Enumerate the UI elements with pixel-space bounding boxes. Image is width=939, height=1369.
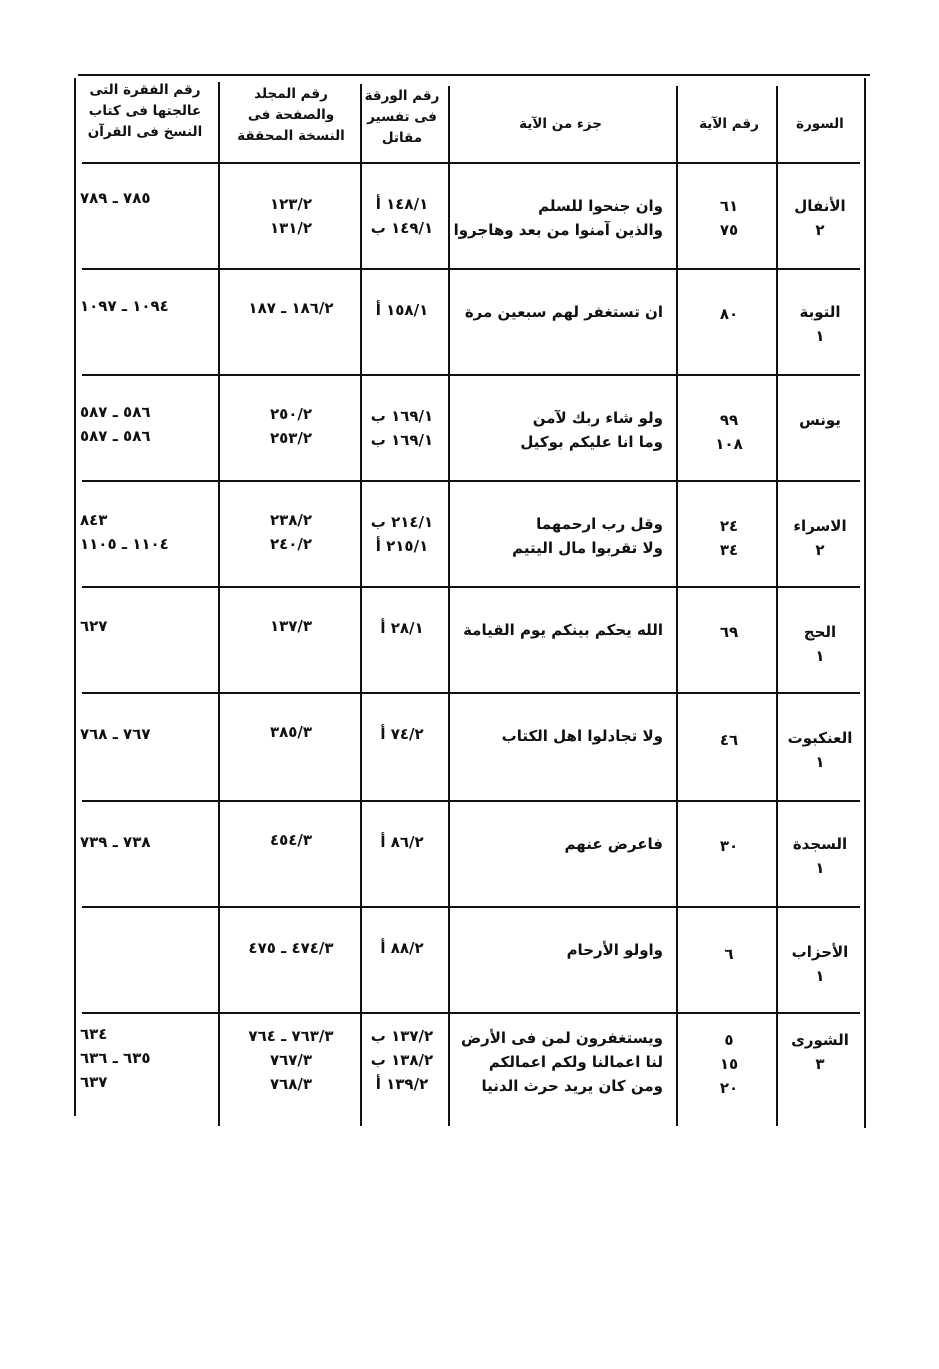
- row-rule: [82, 906, 860, 908]
- row-folio: ٢١٤/١ ب ٢١٥/١ أ: [370, 513, 434, 555]
- row-paragraph: ٦٣٤ ٦٣٥ ـ ٦٣٦ ٦٣٧: [80, 1025, 151, 1091]
- row-surah: يونس: [799, 411, 841, 429]
- row-surah: العنكبوت ١: [787, 729, 853, 771]
- row-surah: الاسراء ٢: [793, 517, 847, 559]
- row-ayah-text: الله يحكم بينكم يوم القيامة: [463, 621, 663, 639]
- row-volume: ١٨٦/٢ ـ ١٨٧: [248, 299, 334, 317]
- row-surah: السجدة ١: [792, 835, 848, 877]
- row-ayah-text: واولو الأرحام: [566, 941, 663, 959]
- row-folio: ٢٨/١ أ: [380, 619, 424, 637]
- row-volume: ٧٦٣/٣ ـ ٧٦٤ ٧٦٧/٣ ٧٦٨/٣: [248, 1027, 334, 1093]
- row-ayah-text: ولو شاء ربك لآمن وما انا عليكم بوكيل: [520, 409, 663, 451]
- row-surah: الأحزاب ١: [791, 943, 849, 985]
- row-rule: [82, 800, 860, 802]
- row-ayah-number: ٩٩ ١٠٨: [715, 411, 743, 453]
- row-ayah-number: ٦: [724, 945, 734, 963]
- row-ayah-number: ٣٠: [719, 837, 739, 855]
- row-ayah-text: ان تستغفر لهم سبعين مرة: [464, 303, 663, 321]
- header-surah: السورة: [796, 116, 844, 132]
- row-paragraph: ٧٦٧ ـ ٧٦٨: [80, 725, 151, 743]
- row-folio: ٨٨/٢ أ: [380, 939, 424, 957]
- row-rule: [82, 1012, 860, 1014]
- column-rule: [448, 86, 450, 1126]
- row-folio: ١٣٧/٢ ب ١٣٨/٢ ب ١٣٩/٢ أ: [370, 1027, 434, 1093]
- row-paragraph: ١٠٩٤ ـ ١٠٩٧: [80, 297, 169, 315]
- row-ayah-number: ٦١ ٧٥: [719, 197, 739, 239]
- row-folio: ١٥٨/١ أ: [375, 301, 429, 319]
- row-ayah-text: ولا تجادلوا اهل الكتاب: [501, 727, 663, 745]
- row-ayah-text: ويستغفرون لمن فى الأرض لنا اعمالنا ولكم اعمالكم ومن كان يريد حرث الدنيا: [460, 1029, 663, 1095]
- row-folio: ١٦٩/١ ب ١٦٩/١ ب: [370, 407, 434, 449]
- row-rule: [82, 268, 860, 270]
- row-rule: [82, 480, 860, 482]
- header-ayah-part: جزء من الآية: [519, 116, 602, 132]
- top-rule: [78, 74, 870, 76]
- row-folio: ٧٤/٢ أ: [380, 725, 424, 743]
- row-folio: ١٤٨/١ أ ١٤٩/١ ب: [370, 195, 434, 237]
- row-volume: ٣٨٥/٣: [269, 723, 313, 741]
- column-rule: [864, 78, 866, 1128]
- column-rule: [676, 86, 678, 1126]
- row-rule: [82, 374, 860, 376]
- row-volume: ٢٥٠/٢ ٢٥٣/٢: [269, 405, 313, 447]
- row-volume: ٤٧٤/٣ ـ ٤٧٥: [248, 939, 334, 957]
- row-rule: [82, 692, 860, 694]
- row-ayah-number: ٦٩: [719, 623, 739, 641]
- row-paragraph: ٦٢٧: [80, 617, 108, 635]
- row-volume: ١٢٣/٢ ١٣١/٢: [269, 195, 313, 237]
- row-paragraph: ٧٨٥ ـ ٧٨٩: [80, 189, 151, 207]
- row-paragraph: ٨٤٣ ١١٠٤ ـ ١١٠٥: [80, 511, 169, 553]
- row-ayah-number: ٥ ١٥ ٢٠: [719, 1031, 739, 1097]
- header-paragraph: رقم الفقرة التى عالجتها فى كتاب النسخ فى القرآن: [87, 82, 203, 140]
- row-ayah-number: ٨٠: [719, 305, 739, 323]
- row-surah: التوبة ١: [799, 303, 841, 345]
- row-ayah-text: فاعرض عنهم: [564, 835, 663, 853]
- row-surah: الأنفال ٢: [794, 197, 846, 239]
- row-folio: ٨٦/٢ أ: [380, 833, 424, 851]
- row-ayah-number: ٤٦: [719, 731, 739, 749]
- column-rule: [74, 78, 76, 1116]
- header-volume: رقم المجلد والصفحة فى النسخة المحققة: [237, 86, 345, 144]
- column-rule: [218, 82, 220, 1126]
- column-rule: [776, 86, 778, 1126]
- row-ayah-text: وان جنحوا للسلم والذين آمنوا من بعد وهاجروا: [453, 197, 663, 239]
- row-paragraph: ٥٨٦ ـ ٥٨٧ ٥٨٦ ـ ٥٨٧: [80, 403, 151, 445]
- header-ayah-number: رقم الآية: [699, 116, 759, 132]
- header-folio: رقم الورقة فى تفسير مقاتل: [364, 88, 440, 146]
- column-rule: [360, 84, 362, 1126]
- row-volume: ١٣٧/٣: [269, 617, 313, 635]
- row-surah: الشورى ٣: [791, 1031, 849, 1073]
- row-volume: ٤٥٤/٣: [269, 831, 313, 849]
- row-ayah-text: وقل رب ارحمهما ولا تقربوا مال اليتيم: [512, 515, 663, 557]
- row-volume: ٢٣٨/٢ ٢٤٠/٢: [269, 511, 313, 553]
- row-rule: [82, 586, 860, 588]
- row-ayah-number: ٢٤ ٣٤: [719, 517, 739, 559]
- row-surah: الحج ١: [803, 623, 837, 665]
- row-paragraph: ٧٣٨ ـ ٧٣٩: [80, 833, 151, 851]
- header-rule: [82, 162, 860, 164]
